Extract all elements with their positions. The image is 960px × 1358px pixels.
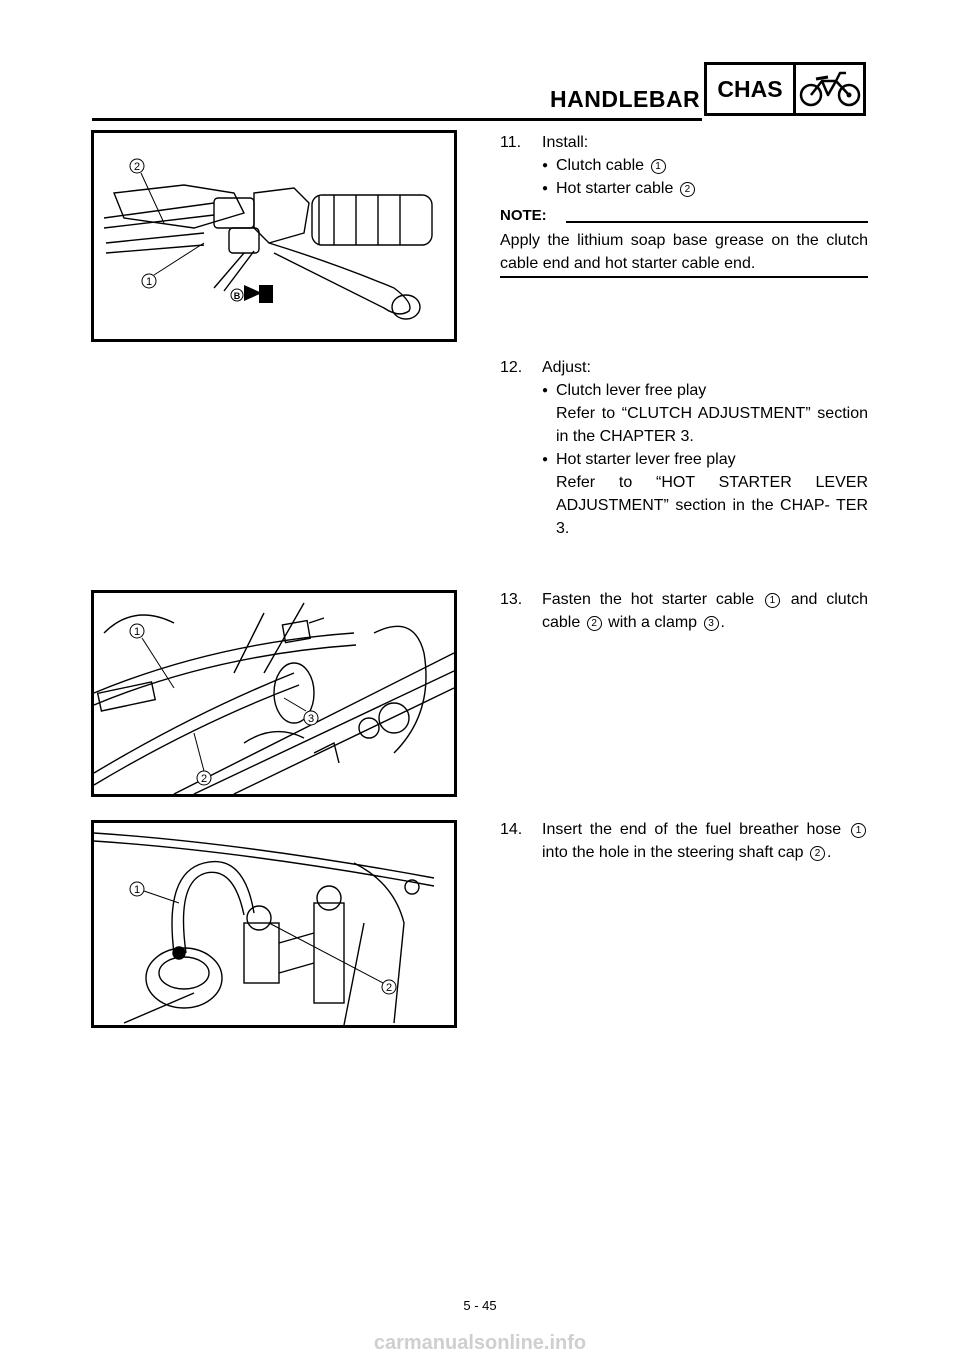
bullet-hot-starter-lever: ● Hot starter lever free play	[542, 448, 868, 471]
figure-breather-hose	[91, 820, 457, 1028]
note-body: Apply the lithium soap base grease on the clutch cable end and hot starter cable end.	[500, 232, 868, 272]
step-number: 13.	[500, 591, 523, 608]
watermark: carmanualsonline.info	[373, 1332, 587, 1354]
bullet-clutch-lever: ● Clutch lever free play	[542, 379, 868, 402]
note-rule	[566, 221, 868, 223]
callout-1: 1	[133, 626, 141, 638]
ref-2: 2	[810, 846, 825, 861]
hot-starter-reference: Refer to “HOT STARTER LEVER ADJUSTMENT” section in the CHAP- TER 3.	[556, 474, 868, 537]
grease-mark: B	[233, 291, 241, 301]
callout-2: 2	[385, 982, 393, 994]
step-text: .	[826, 844, 832, 861]
ref-1: 1	[851, 823, 866, 838]
step-text: Insert the end of the fuel breather hose	[542, 821, 842, 838]
ref-3: 3	[704, 616, 719, 631]
step-12	[500, 356, 868, 540]
step-text: Fasten the hot starter cable	[542, 591, 755, 608]
page-number: 5 - 45	[463, 1298, 497, 1313]
step-number: 14.	[500, 821, 523, 838]
callout-3: 3	[307, 713, 315, 725]
bullet-hot-starter-cable: Hot starter cable	[556, 180, 674, 197]
callout-1: 1	[145, 276, 153, 288]
step-number: 11.	[500, 134, 522, 151]
figure-cable-clamp	[91, 590, 457, 797]
step-text: into the hole in the steering shaft cap	[542, 844, 804, 861]
figure-clutch-lever	[91, 130, 457, 342]
note-label: NOTE:	[500, 207, 547, 224]
step-text: and clutch cable	[542, 591, 869, 631]
step-text: with a clamp	[608, 614, 698, 631]
ref-2: 2	[680, 182, 695, 197]
ref-2: 2	[587, 616, 602, 631]
step-14	[500, 818, 868, 864]
ref-1: 1	[651, 159, 666, 174]
clutch-reference: Refer to “CLUTCH ADJUSTMENT” section in the CHAPTER 3.	[556, 405, 868, 445]
ref-1: 1	[765, 593, 780, 608]
section-code: CHAS	[707, 65, 796, 113]
step-13	[500, 588, 868, 634]
header-rule	[92, 118, 702, 121]
bullet-clutch-cable: Clutch cable	[556, 157, 645, 174]
section-badge	[704, 62, 866, 116]
step-11	[500, 131, 868, 200]
step-number: 12.	[500, 359, 523, 376]
note-bottom-rule	[500, 276, 868, 278]
motorcycle-icon	[796, 65, 863, 113]
page-title: HANDLEBAR	[550, 86, 701, 112]
step-verb: Install:	[542, 134, 589, 151]
callout-2: 2	[200, 773, 208, 785]
callout-1: 1	[133, 884, 141, 896]
step-verb: Adjust:	[542, 359, 591, 376]
callout-2: 2	[133, 161, 141, 173]
step-text: .	[720, 614, 725, 631]
